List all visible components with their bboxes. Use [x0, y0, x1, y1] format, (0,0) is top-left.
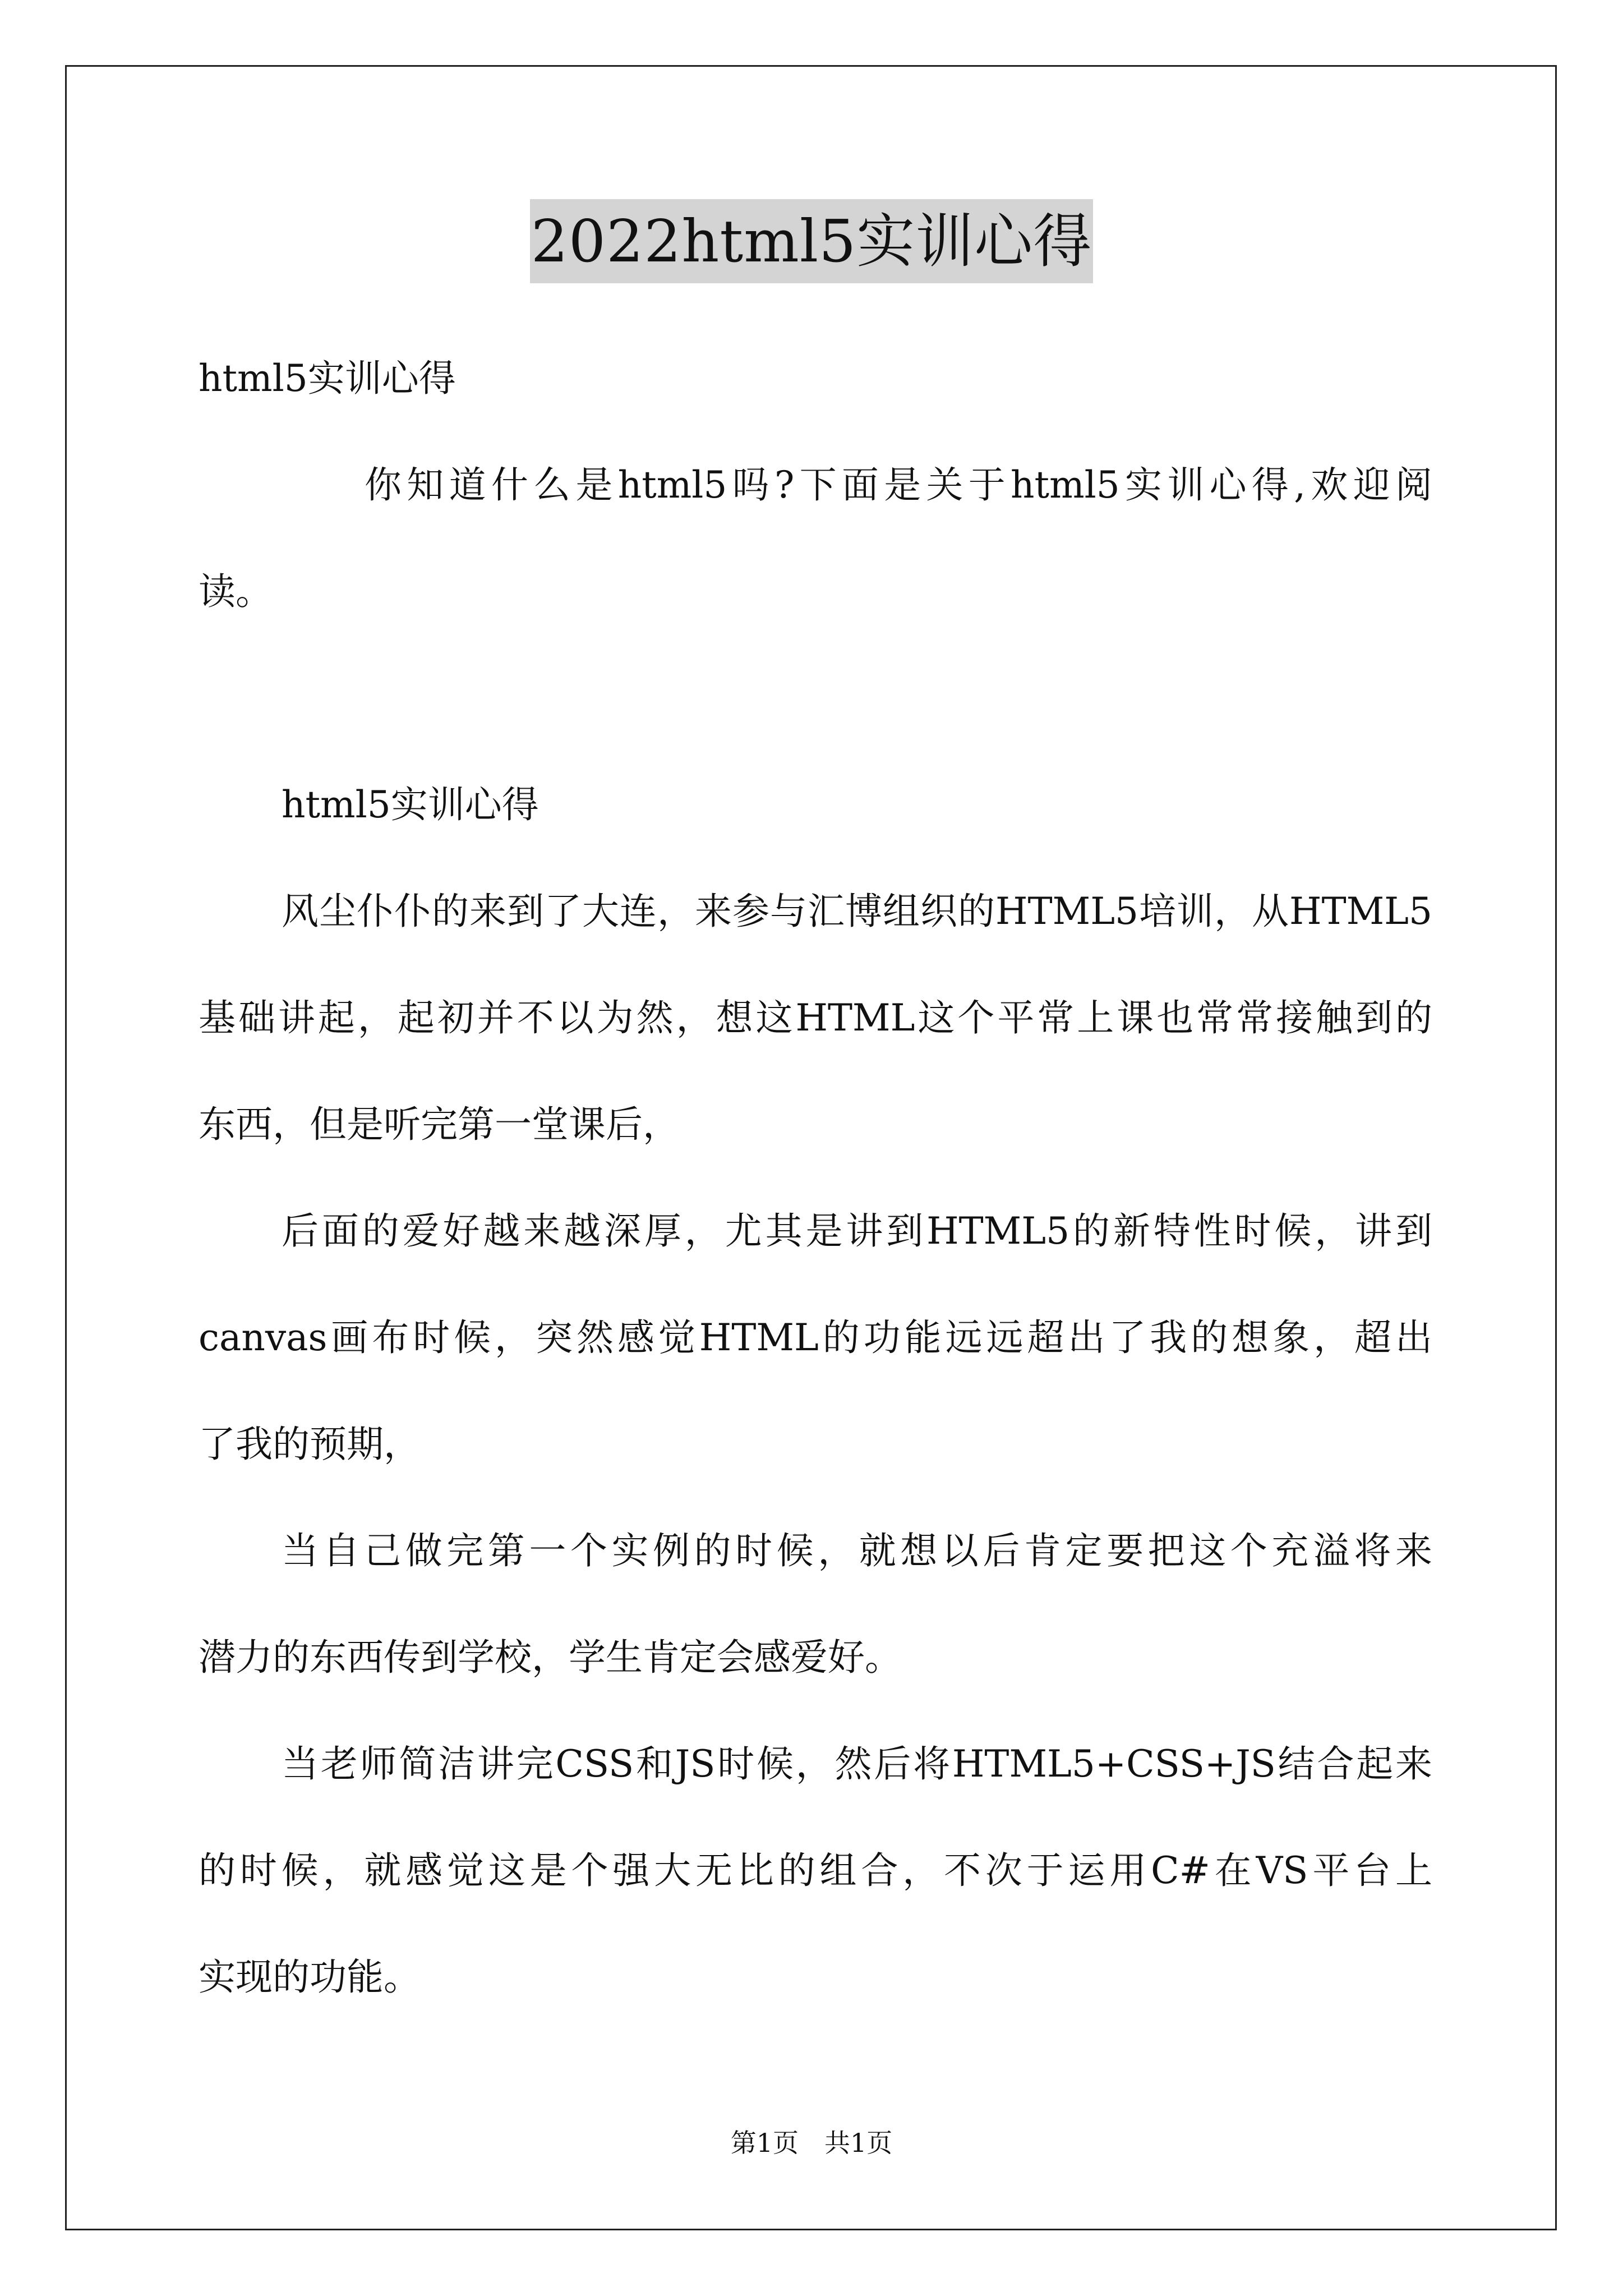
paragraph-3-line-2: 潜力的东西传到学校，学生肯定会感爱好。 — [199, 1636, 902, 1679]
paragraph-2-line-2: canvas画布时候，突然感觉HTML的功能远远超出了我的想象，超出 — [199, 1316, 1432, 1359]
intro-line-2: 读。 — [199, 570, 273, 613]
paragraph-4-line-1: 当老师简洁讲完CSS和JS时候，然后将HTML5+CSS+JS结合起来 — [282, 1742, 1432, 1786]
paragraph-1-line-3: 东西，但是听完第一堂课后， — [199, 1103, 680, 1146]
title-container — [0, 199, 1623, 283]
paragraph-2-line-3: 了我的预期， — [199, 1423, 421, 1466]
intro-line-1: 你知道什么是html5吗?下面是关于html5实训心得,欢迎阅 — [365, 463, 1432, 507]
subtitle: html5实训心得 — [199, 357, 456, 400]
paragraph-4-line-3: 实现的功能。 — [199, 1955, 421, 1999]
paragraph-1-line-2: 基础讲起，起初并不以为然，想这HTML这个平常上课也常常接触到的 — [199, 996, 1432, 1039]
paragraph-1-line-1: 风尘仆仆的来到了大连，来参与汇博组织的HTML5培训，从HTML5 — [282, 890, 1432, 933]
spacer — [199, 645, 1432, 752]
paragraph-3-line-1: 当自己做完第一个实例的时候，就想以后肯定要把这个充溢将来 — [282, 1529, 1432, 1572]
paragraph-4-line-2: 的时候，就感觉这是个强大无比的组合，不次于运用C#在VS平台上 — [199, 1849, 1432, 1892]
page-footer: 第1页 共1页 — [730, 2128, 893, 2158]
document-body — [199, 325, 1432, 2031]
document-title: 2022html5实训心得 — [530, 199, 1094, 283]
paragraph-2-line-1: 后面的爱好越来越深厚，尤其是讲到HTML5的新特性时候，讲到 — [282, 1209, 1432, 1253]
section-heading: html5实训心得 — [282, 783, 539, 826]
